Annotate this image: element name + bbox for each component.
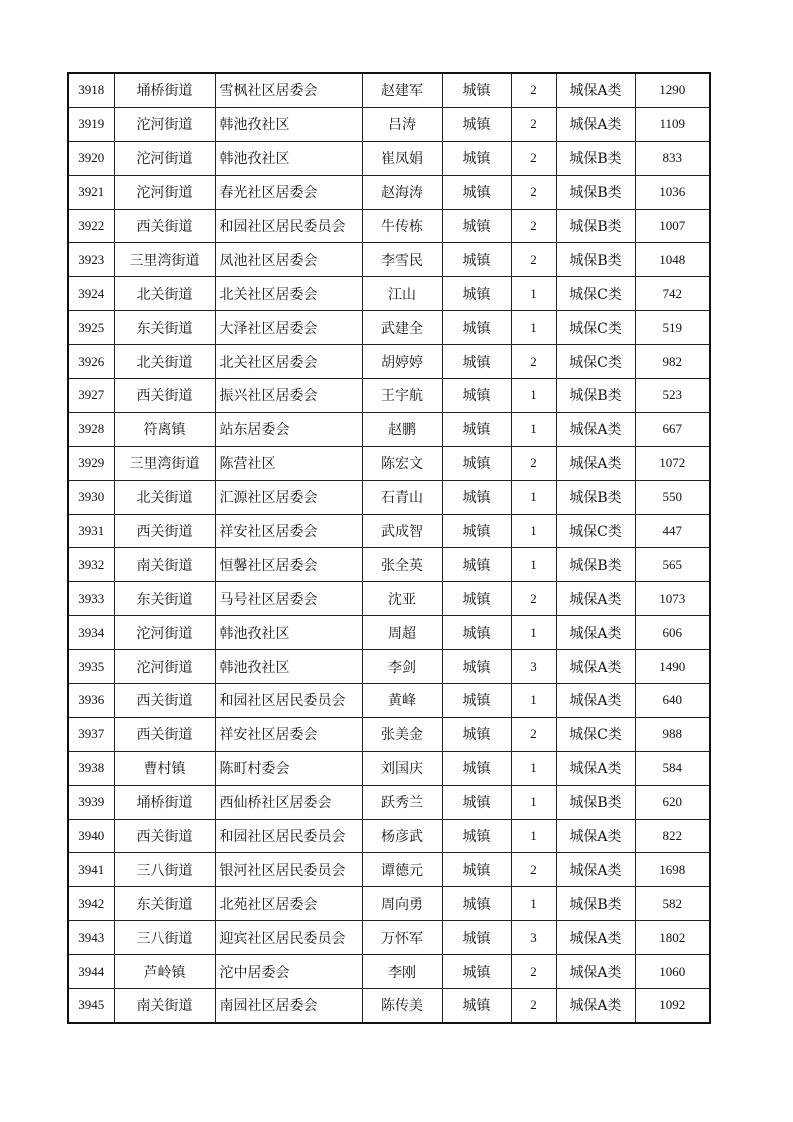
street-cell: 西关街道 <box>114 684 215 718</box>
community-cell: 祥安社区居委会 <box>215 514 362 548</box>
serial-number-cell: 3939 <box>68 785 114 819</box>
serial-number-cell: 3940 <box>68 819 114 853</box>
amount-cell: 1109 <box>635 107 710 141</box>
community-cell: 韩池孜社区 <box>215 107 362 141</box>
community-cell: 恒馨社区居委会 <box>215 548 362 582</box>
household-size-cell: 2 <box>511 955 556 989</box>
street-cell: 北关街道 <box>114 277 215 311</box>
serial-number-cell: 3922 <box>68 209 114 243</box>
name-cell: 武建全 <box>362 311 442 345</box>
serial-number-cell: 3945 <box>68 989 114 1023</box>
community-cell: 马号社区居委会 <box>215 582 362 616</box>
area-type-cell: 城镇 <box>442 616 511 650</box>
area-type-cell: 城镇 <box>442 751 511 785</box>
street-cell: 沱河街道 <box>114 650 215 684</box>
category-cell: 城保C类 <box>556 345 635 379</box>
category-cell: 城保A类 <box>556 446 635 480</box>
household-size-cell: 2 <box>511 989 556 1023</box>
table-row <box>68 345 710 379</box>
category-cell: 城保A类 <box>556 412 635 446</box>
household-size-cell: 1 <box>511 548 556 582</box>
category-cell: 城保A类 <box>556 73 635 107</box>
category-cell: 城保A类 <box>556 684 635 718</box>
household-size-cell: 1 <box>511 819 556 853</box>
area-type-cell: 城镇 <box>442 243 511 277</box>
household-size-cell: 1 <box>511 616 556 650</box>
table-row <box>68 379 710 413</box>
serial-number-cell: 3919 <box>68 107 114 141</box>
table-row <box>68 412 710 446</box>
community-cell: 迎宾社区居民委员会 <box>215 921 362 955</box>
community-cell: 春光社区居委会 <box>215 175 362 209</box>
table-row <box>68 548 710 582</box>
table-row <box>68 650 710 684</box>
household-size-cell: 1 <box>511 785 556 819</box>
street-cell: 沱河街道 <box>114 141 215 175</box>
amount-cell: 640 <box>635 684 710 718</box>
serial-number-cell: 3937 <box>68 717 114 751</box>
area-type-cell: 城镇 <box>442 717 511 751</box>
serial-number-cell: 3931 <box>68 514 114 548</box>
serial-number-cell: 3920 <box>68 141 114 175</box>
community-cell: 和园社区居民委员会 <box>215 819 362 853</box>
amount-cell: 1698 <box>635 853 710 887</box>
amount-cell: 606 <box>635 616 710 650</box>
street-cell: 东关街道 <box>114 311 215 345</box>
name-cell: 黄峰 <box>362 684 442 718</box>
serial-number-cell: 3936 <box>68 684 114 718</box>
street-cell: 三里湾街道 <box>114 243 215 277</box>
name-cell: 赵海涛 <box>362 175 442 209</box>
category-cell: 城保A类 <box>556 989 635 1023</box>
area-type-cell: 城镇 <box>442 379 511 413</box>
table-row <box>68 582 710 616</box>
household-size-cell: 2 <box>511 243 556 277</box>
area-type-cell: 城镇 <box>442 345 511 379</box>
household-size-cell: 1 <box>511 887 556 921</box>
street-cell: 北关街道 <box>114 480 215 514</box>
street-cell: 三里湾街道 <box>114 446 215 480</box>
street-cell: 符离镇 <box>114 412 215 446</box>
street-cell: 西关街道 <box>114 819 215 853</box>
table-row <box>68 616 710 650</box>
name-cell: 王宇航 <box>362 379 442 413</box>
name-cell: 赵鹏 <box>362 412 442 446</box>
community-cell: 北关社区居委会 <box>215 345 362 379</box>
table-row <box>68 175 710 209</box>
area-type-cell: 城镇 <box>442 107 511 141</box>
category-cell: 城保A类 <box>556 751 635 785</box>
community-cell: 北关社区居委会 <box>215 277 362 311</box>
area-type-cell: 城镇 <box>442 311 511 345</box>
serial-number-cell: 3934 <box>68 616 114 650</box>
community-cell: 陈营社区 <box>215 446 362 480</box>
street-cell: 三八街道 <box>114 921 215 955</box>
amount-cell: 667 <box>635 412 710 446</box>
table-row <box>68 989 710 1023</box>
amount-cell: 1007 <box>635 209 710 243</box>
household-size-cell: 2 <box>511 853 556 887</box>
category-cell: 城保C类 <box>556 717 635 751</box>
community-cell: 雪枫社区居委会 <box>215 73 362 107</box>
household-size-cell: 1 <box>511 684 556 718</box>
household-size-cell: 2 <box>511 73 556 107</box>
name-cell: 张美金 <box>362 717 442 751</box>
community-cell: 祥安社区居委会 <box>215 717 362 751</box>
area-type-cell: 城镇 <box>442 277 511 311</box>
amount-cell: 1048 <box>635 243 710 277</box>
area-type-cell: 城镇 <box>442 175 511 209</box>
household-size-cell: 1 <box>511 379 556 413</box>
area-type-cell: 城镇 <box>442 209 511 243</box>
name-cell: 陈宏文 <box>362 446 442 480</box>
name-cell: 崔凤娟 <box>362 141 442 175</box>
household-size-cell: 2 <box>511 582 556 616</box>
community-cell: 大泽社区居委会 <box>215 311 362 345</box>
name-cell: 沈亚 <box>362 582 442 616</box>
household-size-cell: 1 <box>511 412 556 446</box>
community-cell: 韩池孜社区 <box>215 616 362 650</box>
table-row <box>68 717 710 751</box>
household-size-cell: 2 <box>511 107 556 141</box>
table-row <box>68 73 710 107</box>
name-cell: 李雪民 <box>362 243 442 277</box>
community-cell: 站东居委会 <box>215 412 362 446</box>
amount-cell: 1073 <box>635 582 710 616</box>
area-type-cell: 城镇 <box>442 989 511 1023</box>
street-cell: 西关街道 <box>114 514 215 548</box>
household-size-cell: 2 <box>511 345 556 379</box>
amount-cell: 523 <box>635 379 710 413</box>
area-type-cell: 城镇 <box>442 73 511 107</box>
household-size-cell: 1 <box>511 480 556 514</box>
amount-cell: 742 <box>635 277 710 311</box>
serial-number-cell: 3926 <box>68 345 114 379</box>
household-size-cell: 3 <box>511 650 556 684</box>
table-row <box>68 141 710 175</box>
name-cell: 谭德元 <box>362 853 442 887</box>
category-cell: 城保B类 <box>556 379 635 413</box>
amount-cell: 1072 <box>635 446 710 480</box>
area-type-cell: 城镇 <box>442 819 511 853</box>
amount-cell: 447 <box>635 514 710 548</box>
serial-number-cell: 3918 <box>68 73 114 107</box>
name-cell: 赵建军 <box>362 73 442 107</box>
household-size-cell: 3 <box>511 921 556 955</box>
table-row <box>68 243 710 277</box>
category-cell: 城保C类 <box>556 277 635 311</box>
area-type-cell: 城镇 <box>442 141 511 175</box>
street-cell: 西关街道 <box>114 717 215 751</box>
name-cell: 万怀军 <box>362 921 442 955</box>
serial-number-cell: 3944 <box>68 955 114 989</box>
category-cell: 城保A类 <box>556 921 635 955</box>
community-cell: 银河社区居民委员会 <box>215 853 362 887</box>
name-cell: 周超 <box>362 616 442 650</box>
amount-cell: 620 <box>635 785 710 819</box>
name-cell: 李刚 <box>362 955 442 989</box>
table-row <box>68 751 710 785</box>
community-cell: 和园社区居民委员会 <box>215 209 362 243</box>
category-cell: 城保B类 <box>556 243 635 277</box>
community-cell: 南园社区居委会 <box>215 989 362 1023</box>
category-cell: 城保A类 <box>556 107 635 141</box>
records-table-body <box>68 73 710 1023</box>
street-cell: 东关街道 <box>114 887 215 921</box>
serial-number-cell: 3932 <box>68 548 114 582</box>
serial-number-cell: 3930 <box>68 480 114 514</box>
name-cell: 江山 <box>362 277 442 311</box>
household-size-cell: 2 <box>511 175 556 209</box>
name-cell: 胡婷婷 <box>362 345 442 379</box>
category-cell: 城保B类 <box>556 175 635 209</box>
area-type-cell: 城镇 <box>442 446 511 480</box>
street-cell: 埇桥街道 <box>114 785 215 819</box>
household-size-cell: 2 <box>511 717 556 751</box>
street-cell: 沱河街道 <box>114 175 215 209</box>
household-size-cell: 1 <box>511 311 556 345</box>
table-row <box>68 446 710 480</box>
amount-cell: 1802 <box>635 921 710 955</box>
records-table <box>67 72 711 1024</box>
serial-number-cell: 3927 <box>68 379 114 413</box>
household-size-cell: 2 <box>511 141 556 175</box>
street-cell: 南关街道 <box>114 989 215 1023</box>
serial-number-cell: 3933 <box>68 582 114 616</box>
category-cell: 城保C类 <box>556 514 635 548</box>
category-cell: 城保C类 <box>556 311 635 345</box>
street-cell: 北关街道 <box>114 345 215 379</box>
amount-cell: 988 <box>635 717 710 751</box>
area-type-cell: 城镇 <box>442 514 511 548</box>
table-row <box>68 480 710 514</box>
area-type-cell: 城镇 <box>442 955 511 989</box>
table-row <box>68 107 710 141</box>
street-cell: 埇桥街道 <box>114 73 215 107</box>
area-type-cell: 城镇 <box>442 582 511 616</box>
amount-cell: 1290 <box>635 73 710 107</box>
serial-number-cell: 3928 <box>68 412 114 446</box>
name-cell: 杨彦武 <box>362 819 442 853</box>
table-row <box>68 311 710 345</box>
table-row <box>68 819 710 853</box>
name-cell: 吕涛 <box>362 107 442 141</box>
table-row <box>68 277 710 311</box>
serial-number-cell: 3921 <box>68 175 114 209</box>
table-row <box>68 209 710 243</box>
serial-number-cell: 3923 <box>68 243 114 277</box>
category-cell: 城保A类 <box>556 616 635 650</box>
area-type-cell: 城镇 <box>442 785 511 819</box>
street-cell: 西关街道 <box>114 209 215 243</box>
area-type-cell: 城镇 <box>442 480 511 514</box>
community-cell: 沱中居委会 <box>215 955 362 989</box>
area-type-cell: 城镇 <box>442 548 511 582</box>
area-type-cell: 城镇 <box>442 853 511 887</box>
name-cell: 陈传美 <box>362 989 442 1023</box>
category-cell: 城保B类 <box>556 785 635 819</box>
serial-number-cell: 3935 <box>68 650 114 684</box>
household-size-cell: 1 <box>511 514 556 548</box>
street-cell: 西关街道 <box>114 379 215 413</box>
amount-cell: 519 <box>635 311 710 345</box>
household-size-cell: 2 <box>511 446 556 480</box>
records-table-container <box>67 72 711 1024</box>
category-cell: 城保A类 <box>556 955 635 989</box>
household-size-cell: 1 <box>511 751 556 785</box>
category-cell: 城保A类 <box>556 819 635 853</box>
serial-number-cell: 3942 <box>68 887 114 921</box>
household-size-cell: 1 <box>511 277 556 311</box>
street-cell: 沱河街道 <box>114 616 215 650</box>
table-row <box>68 514 710 548</box>
street-cell: 沱河街道 <box>114 107 215 141</box>
household-size-cell: 2 <box>511 209 556 243</box>
serial-number-cell: 3943 <box>68 921 114 955</box>
table-row <box>68 684 710 718</box>
amount-cell: 550 <box>635 480 710 514</box>
name-cell: 刘国庆 <box>362 751 442 785</box>
area-type-cell: 城镇 <box>442 412 511 446</box>
community-cell: 韩池孜社区 <box>215 141 362 175</box>
serial-number-cell: 3925 <box>68 311 114 345</box>
area-type-cell: 城镇 <box>442 684 511 718</box>
amount-cell: 565 <box>635 548 710 582</box>
community-cell: 汇源社区居委会 <box>215 480 362 514</box>
community-cell: 凤池社区居委会 <box>215 243 362 277</box>
amount-cell: 833 <box>635 141 710 175</box>
table-row <box>68 921 710 955</box>
name-cell: 周向勇 <box>362 887 442 921</box>
name-cell: 跃秀兰 <box>362 785 442 819</box>
community-cell: 西仙桥社区居委会 <box>215 785 362 819</box>
community-cell: 韩池孜社区 <box>215 650 362 684</box>
community-cell: 北苑社区居委会 <box>215 887 362 921</box>
name-cell: 武成智 <box>362 514 442 548</box>
area-type-cell: 城镇 <box>442 650 511 684</box>
category-cell: 城保B类 <box>556 209 635 243</box>
street-cell: 东关街道 <box>114 582 215 616</box>
serial-number-cell: 3938 <box>68 751 114 785</box>
name-cell: 张全英 <box>362 548 442 582</box>
category-cell: 城保A类 <box>556 582 635 616</box>
table-row <box>68 955 710 989</box>
category-cell: 城保A类 <box>556 853 635 887</box>
amount-cell: 1490 <box>635 650 710 684</box>
category-cell: 城保B类 <box>556 887 635 921</box>
category-cell: 城保B类 <box>556 141 635 175</box>
serial-number-cell: 3924 <box>68 277 114 311</box>
name-cell: 牛传栋 <box>362 209 442 243</box>
category-cell: 城保B类 <box>556 480 635 514</box>
amount-cell: 582 <box>635 887 710 921</box>
amount-cell: 982 <box>635 345 710 379</box>
table-row <box>68 853 710 887</box>
area-type-cell: 城镇 <box>442 921 511 955</box>
community-cell: 振兴社区居委会 <box>215 379 362 413</box>
community-cell: 陈町村委会 <box>215 751 362 785</box>
area-type-cell: 城镇 <box>442 887 511 921</box>
category-cell: 城保B类 <box>556 548 635 582</box>
street-cell: 芦岭镇 <box>114 955 215 989</box>
table-row <box>68 887 710 921</box>
amount-cell: 584 <box>635 751 710 785</box>
name-cell: 李剑 <box>362 650 442 684</box>
amount-cell: 822 <box>635 819 710 853</box>
street-cell: 曹村镇 <box>114 751 215 785</box>
serial-number-cell: 3941 <box>68 853 114 887</box>
amount-cell: 1036 <box>635 175 710 209</box>
amount-cell: 1060 <box>635 955 710 989</box>
street-cell: 三八街道 <box>114 853 215 887</box>
serial-number-cell: 3929 <box>68 446 114 480</box>
street-cell: 南关街道 <box>114 548 215 582</box>
table-row <box>68 785 710 819</box>
name-cell: 石青山 <box>362 480 442 514</box>
category-cell: 城保A类 <box>556 650 635 684</box>
amount-cell: 1092 <box>635 989 710 1023</box>
community-cell: 和园社区居民委员会 <box>215 684 362 718</box>
